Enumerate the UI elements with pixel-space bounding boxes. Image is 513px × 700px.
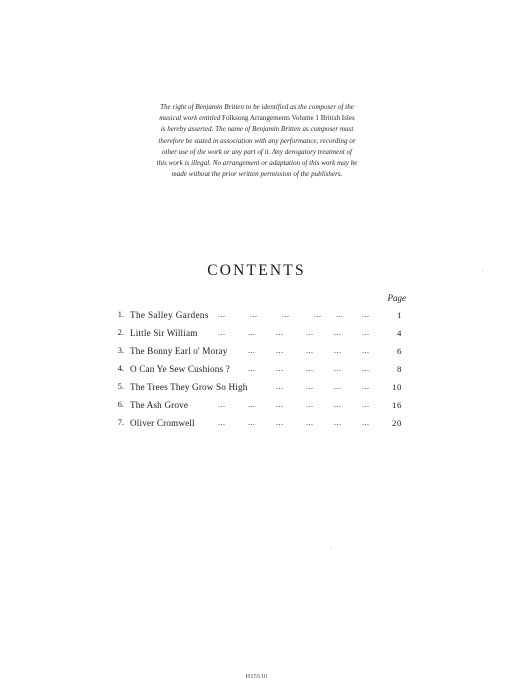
notice-line-2 bbox=[130, 113, 384, 124]
leader-dots: ... bbox=[306, 364, 314, 373]
toc-page-number: 1 bbox=[397, 310, 402, 320]
toc-number: 6. bbox=[117, 400, 124, 409]
leader-dots: ... bbox=[362, 400, 370, 409]
toc-entry-1[interactable] bbox=[0, 310, 513, 324]
leader-dots: ... bbox=[248, 346, 256, 355]
toc-title: The Salley Gardens bbox=[130, 310, 209, 320]
leader-dots: ... bbox=[276, 328, 284, 337]
leader-dots: ... bbox=[334, 418, 342, 427]
leader-dots: ... bbox=[334, 382, 342, 391]
leader-dots: ... bbox=[218, 328, 226, 337]
toc-entry-6[interactable] bbox=[0, 400, 513, 414]
toc-number: 4. bbox=[117, 364, 124, 373]
toc-number: 7. bbox=[117, 418, 124, 427]
leader-dots: ... bbox=[282, 310, 290, 319]
leader-dots: ... bbox=[334, 346, 342, 355]
leader-dots: ... bbox=[306, 346, 314, 355]
toc-entry-3[interactable] bbox=[0, 346, 513, 360]
leader-dots: ... bbox=[248, 418, 256, 427]
toc-page-number: 8 bbox=[397, 364, 402, 374]
toc-title: The Ash Grove bbox=[130, 400, 189, 410]
toc-title: O Can Ye Sew Cushions ? bbox=[130, 364, 230, 374]
work-title: Folksong Arrangements Volume 1 British Isles bbox=[222, 114, 355, 123]
toc-page-number: 6 bbox=[397, 346, 402, 356]
leader-dots: ... bbox=[362, 346, 370, 355]
leader-dots: ... bbox=[336, 310, 344, 319]
leader-dots: ... bbox=[334, 328, 342, 337]
notice-line-3: is hereby asserted. The name of Benjamin Britten as composer must bbox=[160, 125, 354, 134]
toc-page-number: 10 bbox=[392, 382, 402, 392]
leader-dots: ... bbox=[306, 400, 314, 409]
paper-speck bbox=[330, 548, 331, 549]
toc-entry-2[interactable] bbox=[0, 328, 513, 342]
toc-number: 1. bbox=[117, 310, 124, 319]
leader-dots: ... bbox=[276, 346, 284, 355]
copyright-notice bbox=[130, 102, 384, 180]
notice-line-5: other use of the work or any part of it. Any derogatory treatment of bbox=[161, 147, 353, 156]
notice-line-6: this work is illegal. No arrangement or adaptation of this work may be bbox=[156, 159, 358, 168]
toc-title: The Trees They Grow So High bbox=[130, 382, 248, 392]
leader-dots: ... bbox=[306, 328, 314, 337]
toc-number: 5. bbox=[117, 382, 124, 391]
leader-dots: ... bbox=[218, 310, 226, 319]
leader-dots: ... bbox=[276, 400, 284, 409]
leader-dots: ... bbox=[218, 400, 226, 409]
toc-page-number: 20 bbox=[392, 418, 402, 428]
toc-title: Oliver Cromwell bbox=[130, 418, 195, 428]
leader-dots: ... bbox=[276, 418, 284, 427]
toc-number: 3. bbox=[117, 346, 124, 355]
leader-dots: ... bbox=[276, 382, 284, 391]
notice-line-4: therefore be stated in association with any performance, recording or bbox=[158, 136, 356, 145]
toc-number: 2. bbox=[117, 328, 124, 337]
leader-dots: ... bbox=[248, 400, 256, 409]
toc-entry-7[interactable] bbox=[0, 418, 513, 432]
leader-dots: ... bbox=[248, 364, 256, 373]
leader-dots: ... bbox=[334, 400, 342, 409]
notice-line-2-text: musical work entitled bbox=[159, 114, 221, 123]
leader-dots: ... bbox=[362, 310, 370, 319]
leader-dots: ... bbox=[362, 328, 370, 337]
page-column-heading: Page bbox=[387, 293, 406, 303]
notice-line-7: made without the prior written permission of the publishers. bbox=[171, 170, 343, 179]
publisher-plate-number: H15510 bbox=[245, 673, 268, 680]
leader-dots: ... bbox=[306, 382, 314, 391]
contents-heading: CONTENTS bbox=[207, 262, 306, 279]
leader-dots: ... bbox=[362, 364, 370, 373]
leader-dots: ... bbox=[218, 418, 226, 427]
notice-line-1: The right of Benjamin Britten to be identified as the composer of the bbox=[160, 103, 354, 111]
leader-dots: ... bbox=[362, 418, 370, 427]
toc-page-number: 4 bbox=[397, 328, 402, 338]
toc-entry-4[interactable] bbox=[0, 364, 513, 378]
leader-dots: ... bbox=[306, 418, 314, 427]
toc-title: The Bonny Earl o' Moray bbox=[130, 346, 228, 356]
leader-dots: ... bbox=[250, 310, 258, 319]
toc-entry-5[interactable] bbox=[0, 382, 513, 396]
leader-dots: ... bbox=[362, 382, 370, 391]
leader-dots: ... bbox=[248, 328, 256, 337]
leader-dots: ... bbox=[276, 364, 284, 373]
leader-dots: ... bbox=[314, 310, 322, 319]
toc-page-number: 16 bbox=[392, 400, 402, 410]
paper-speck bbox=[482, 270, 483, 271]
toc-title: Little Sir William bbox=[130, 328, 198, 338]
leader-dots: ... bbox=[334, 364, 342, 373]
